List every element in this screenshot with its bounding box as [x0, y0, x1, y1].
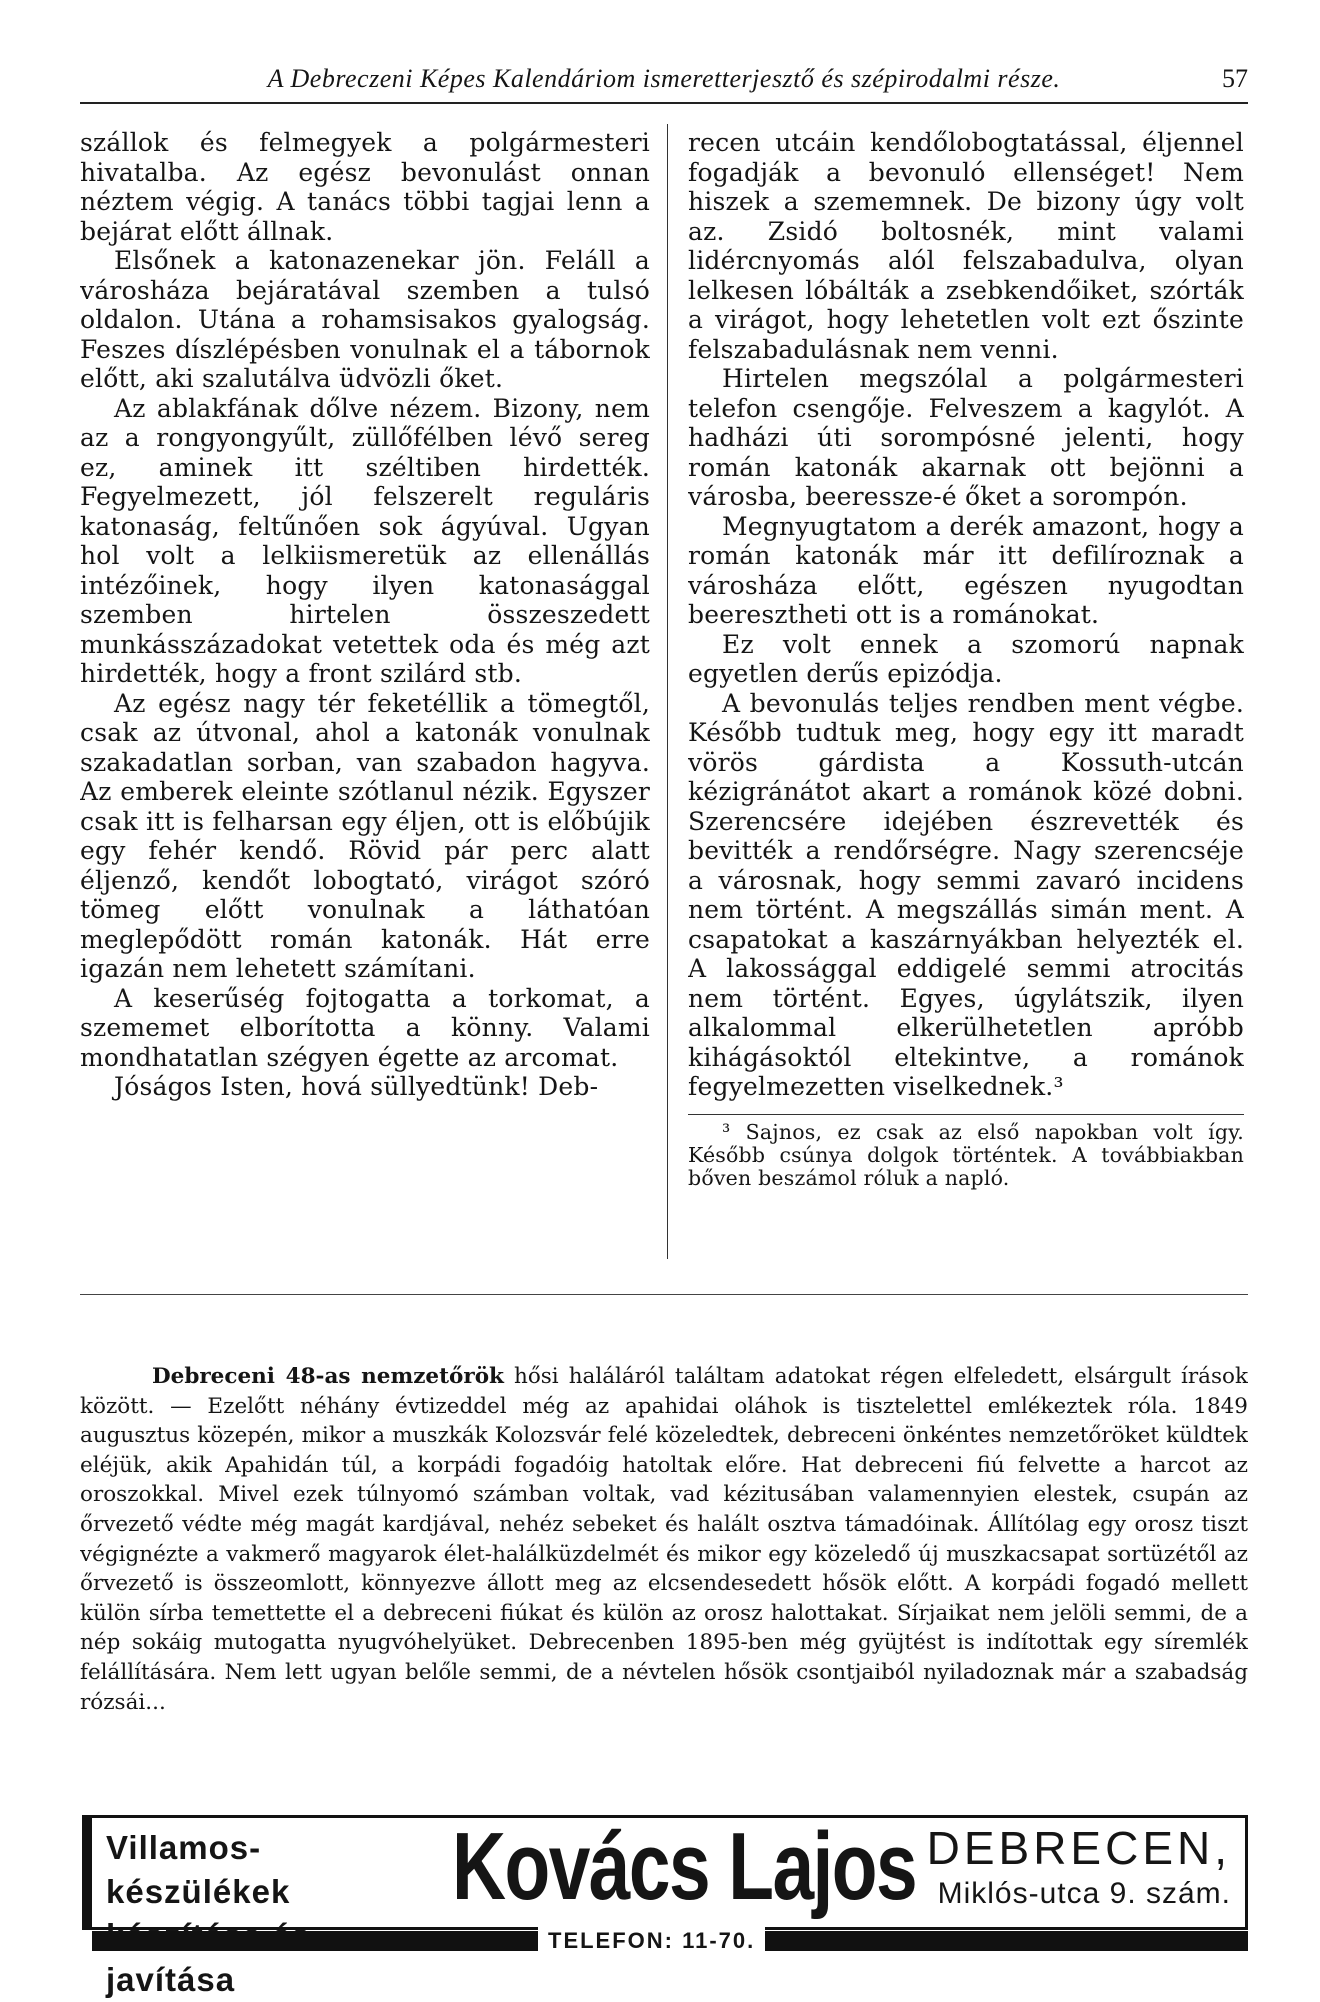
left-paragraph-1: szállok és felmegyek a polgármesteri hivatalba. Az egész bevonulást onnan néztem végig. A tanács többi tagjai lenn a bejárat előtt állnak.	[80, 128, 650, 246]
right-paragraph-4: Ez volt ennek a szomorú napnak egyetlen derűs epizódja.	[688, 629, 1244, 688]
right-paragraph-3: Megnyugtatom a derék amazont, hogy a román katonák már itt defilíroznak a városháza előtt, egészen nyugodtan beeresztheti ott is a románokat.	[688, 511, 1244, 629]
ad-phone: TELEFON: 11-70.	[538, 1927, 765, 1955]
column-divider	[667, 124, 668, 1259]
header-title: A Debreczeni Képes Kalendáriom ismeretterjesztő és szépirodalmi része.	[267, 64, 1061, 93]
running-header	[80, 62, 1248, 104]
section-separator	[80, 1294, 1248, 1295]
ad-services	[106, 1826, 436, 2002]
left-column	[80, 128, 650, 1262]
right-column	[688, 128, 1244, 1262]
ad-business-name: Kovács Lajos	[452, 1813, 917, 1920]
notice-section	[80, 1362, 1248, 1802]
right-paragraph-1: recen utcáin kendőlobogtatással, éljennel fogadják a bevonuló ellenséget! Nem hiszek a szememnek. De bizony úgy volt az. Zsidó boltosnék, mint valami lidércnyomás alól felszabadulva, olyan lelkesen lóbálták a zsebkendőiket, szórták a virágot, hogy lehetetlen volt ezt őszinte felszabadulásnak nem venni.	[688, 128, 1244, 364]
left-paragraph-2: Elsőnek a katonazenekar jön. Feláll a városháza bejáratával szemben a tulsó oldalon. Utána a rohamsisakos gyalogság. Feszes díszlépésben vonulnak el a tábornok előtt, aki szalutálva üdvözli őket.	[80, 246, 650, 393]
ad-line-1: Villamos-készülékek	[106, 1829, 291, 1910]
ad-line-2: javítása	[106, 1961, 236, 1998]
page-number: 57	[1222, 64, 1248, 93]
right-paragraph-2: Hirtelen megszólal a polgármesteri telefon csengője. Felveszem a kagylót. A hadházi úti sorompósné jelenti, hogy román katonák akarnak ott bejönni a városba, beeressze-é őket a sorompón.	[688, 364, 1244, 511]
left-paragraph-6: Jóságos Isten, hová süllyedtünk! Deb-	[114, 1072, 599, 1101]
left-paragraph-4: Az egész nagy tér feketéllik a tömegtől, csak az útvonal, ahol a katonák vonulnak szakadatlan sorban, van szabadon hagyva. Az emberek eleinte szótlanul nézik. Egyszer csak itt is felharsan egy éljen, ott is előbújik egy fehér kendő. Rövid pár perc alatt éljenző, kendőt lobogtató, virágot szóró tömeg előtt vonulnak a láthatóan meglepődött román katonák. Hát erre igazán nem lehetett számítani.	[80, 688, 650, 983]
footnote-rule	[688, 1114, 1244, 1115]
ad-location	[891, 1822, 1231, 1914]
left-paragraph-5: A keserűség fojtogatta a torkomat, a szememet elborította a könny. Valami mondhatatlan szégyen égette az arcomat.	[80, 983, 650, 1072]
footnote: ³ Sajnos, ez csak az első napokban volt így. Később csúnya dolgok történtek. A továbbiakban bőven beszámol róluk a napló.	[688, 1119, 1244, 1190]
notice-text: hősi haláláról találtam adatokat régen elfeledett, elsárgult írások között. — Ezelőtt néhány évtizeddel még az apahidai oláhok is tisztelettel emlékeztek róla. 1849 augusztus közepén, mikor a muszkák Kolozsvár felé közeledtek, debreceni önkéntes nemzetőröket küldtek eléjük, akik Apahidán túl, a korpádi fogadóig hatoltak előre. Hat debreceni fiú felvette a harcot az oroszokkal. Mivel ezek túlnyomó számban voltak, vad kézitusában valamennyien elestek, csupán az őrvezető védte még magát kardjával, nehéz sebeket és halált osztva támadóinak. Állítólag egy orosz tiszt végignézte a vakmerő magyarok élet-halálküzdelmét és mikor egy közeledő új muszkacsapat sortüzétől az őrvezető is összeomlott, könnyezve állott meg az elcsendesedett hősök előtt. A korpádi fogadó mellett külön sírba temettette el a debreceni fiúkat és külön az orosz halottakat. Sírjaikat nem jelöli semmi, de a nép sokáig mutogatta nyugvóhelyüket. Debrecenben 1895-ben még gyüjtést is indítottak egy síremlék felállítására. Nem lett ugyan belőle semmi, de a névtelen hősök csontjaiból nyiladoznak már a szabadság rózsái...	[80, 1364, 1248, 1715]
ad-city: DEBRECEN,	[926, 1822, 1231, 1874]
notice-lead: Debreceni 48-as nemzetőrök	[152, 1364, 504, 1389]
left-paragraph-3: Az ablakfának dőlve nézem. Bizony, nem az a rongyongyűlt, züllőfélben lévő sereg ez, aminek itt széltiben hirdették. Fegyelmezett, jól felszerelt reguláris katonaság, feltűnően sok ágyúval. Ugyan hol volt a lelkiismeretük az ellenállás intézőinek, hogy ilyen katonasággal szemben hirtelen összeszedett munkásszázadokat vetettek oda és még azt hirdették, hogy a front szilárd stb.	[80, 393, 650, 688]
ad-address: Miklós-utca 9. szám.	[937, 1877, 1231, 1910]
notice-paragraph	[80, 1362, 1248, 1717]
right-paragraph-5: A bevonulás teljes rendben ment végbe. Később tudtuk meg, hogy egy itt maradt vörös gárdista a Kossuth-utcán kézigránátot akart a románok közé dobni. Szerencsére idejében észrevették és bevitték a rendőrségre. Nagy szerencséje a városnak, hogy semmi zavaró incidens nem történt. A megszállás simán ment. A csapatokat a kaszárnyákban helyezték el. A lakossággal eddigelé semmi atrocitás nem történt. Egyes, úgylátszik, ilyen alkalommal elkerülhetetlen apróbb kihágásoktól eltekintve, a románok fegyelmezetten viselkednek.³	[688, 688, 1244, 1101]
